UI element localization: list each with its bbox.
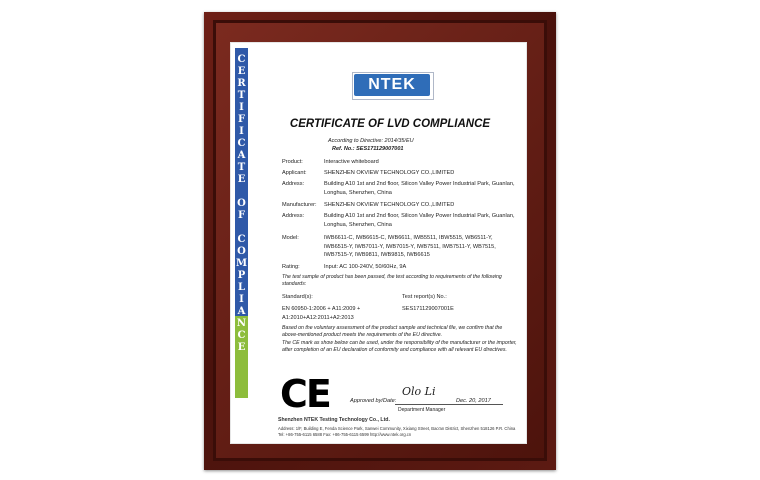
- field-value: SHENZHEN OKVIEW TECHNOLOGY CO.,LIMITED: [324, 170, 455, 176]
- field-label: Manufacturer:: [282, 202, 317, 208]
- directive: According to Directive: 2014/35/EU: [328, 138, 414, 144]
- reference-number: Ref. No.: SES171129007001: [332, 146, 404, 152]
- field-value: Input: AC 100-240V, 50/60Hz, 9A: [324, 264, 407, 270]
- ce-mark: CE: [280, 372, 330, 416]
- signature-line: [395, 404, 503, 405]
- field-value: Building A10 1st and 2nd floor, Silicon Valley Power Industrial Park, Guanlan, Longhua, Shenzhen, China: [324, 181, 515, 196]
- field-value: Building A10 1st and 2nd floor, Silicon Valley Power Industrial Park, Guanlan, Longhua, Shenzhen, China: [324, 213, 515, 228]
- field-value: IWB6611-C, IWB6615-C, IWB6611, IWB5511, IBW5515, WB6511-Y, IWB6515-Y, IWB7011-Y, IWB7015-Y, IWB7511, IWB7511-Y, WB7515, IWB7515-Y, IWB9811, IWB9815, IWB6615: [324, 235, 496, 258]
- signature: Olo Li: [402, 385, 436, 398]
- field-value: Interactive whiteboard: [324, 159, 379, 165]
- approval-date: Dec. 20, 2017: [456, 398, 491, 404]
- report-label: Test report(s) No.:: [402, 294, 447, 300]
- standards-label: Standard(s):: [282, 294, 313, 300]
- certificate-paper: [230, 42, 527, 444]
- field-label: Applicant:: [282, 170, 307, 176]
- company-contact: Tel: +86-755-6115 6588 Fax: +86-755-6115 6599 http://www.ntek.org.cn: [278, 432, 412, 437]
- field-label: Model:: [282, 235, 299, 241]
- company-address: Address: 1/F, Building E, Fenda Science Park, Sanwei Community, Xixiang Street, Bao'an District, Shenzhen 518126 P.R. China: [278, 426, 516, 431]
- field-label: Rating:: [282, 264, 300, 270]
- basis-statement: Based on the voluntary assessment of the product sample and technical file, we confirm that the above-mentioned product meets the requirements of the EU directive.: [282, 325, 503, 338]
- report-value: SES171129007001E: [402, 306, 454, 312]
- standards-value: EN 60950-1:2006 + A11:2009 + A1:2010+A12:2011+A2:2013: [282, 306, 361, 321]
- test-statement: The test sample of product has been passed, the test according to requirements of the following standards:: [282, 274, 502, 287]
- ce-statement: The CE mark as show below can be used, under the responsibility of the manufacturer or the importer, after completion of an EU declaration of conformity and compliance with all relevant EU directives.: [282, 340, 517, 353]
- signer-title: Department Manager: [398, 407, 446, 413]
- field-label: Address:: [282, 181, 305, 187]
- certificate-title: CERTIFICATE OF LVD COMPLIANCE: [289, 118, 491, 130]
- ntek-logo: NTEK: [354, 74, 430, 96]
- field-label: Product:: [282, 159, 303, 165]
- approved-label: Approved by/Date:: [350, 398, 397, 404]
- side-band: [235, 48, 248, 398]
- company-name: Shenzhen NTEK Testing Technology Co., Ltd.: [278, 417, 390, 423]
- field-value: SHENZHEN OKVIEW TECHNOLOGY CO.,LIMITED: [324, 202, 455, 208]
- field-label: Address:: [282, 213, 305, 219]
- side-title: CERTIFICATE OF COMPLIANCE: [236, 54, 247, 354]
